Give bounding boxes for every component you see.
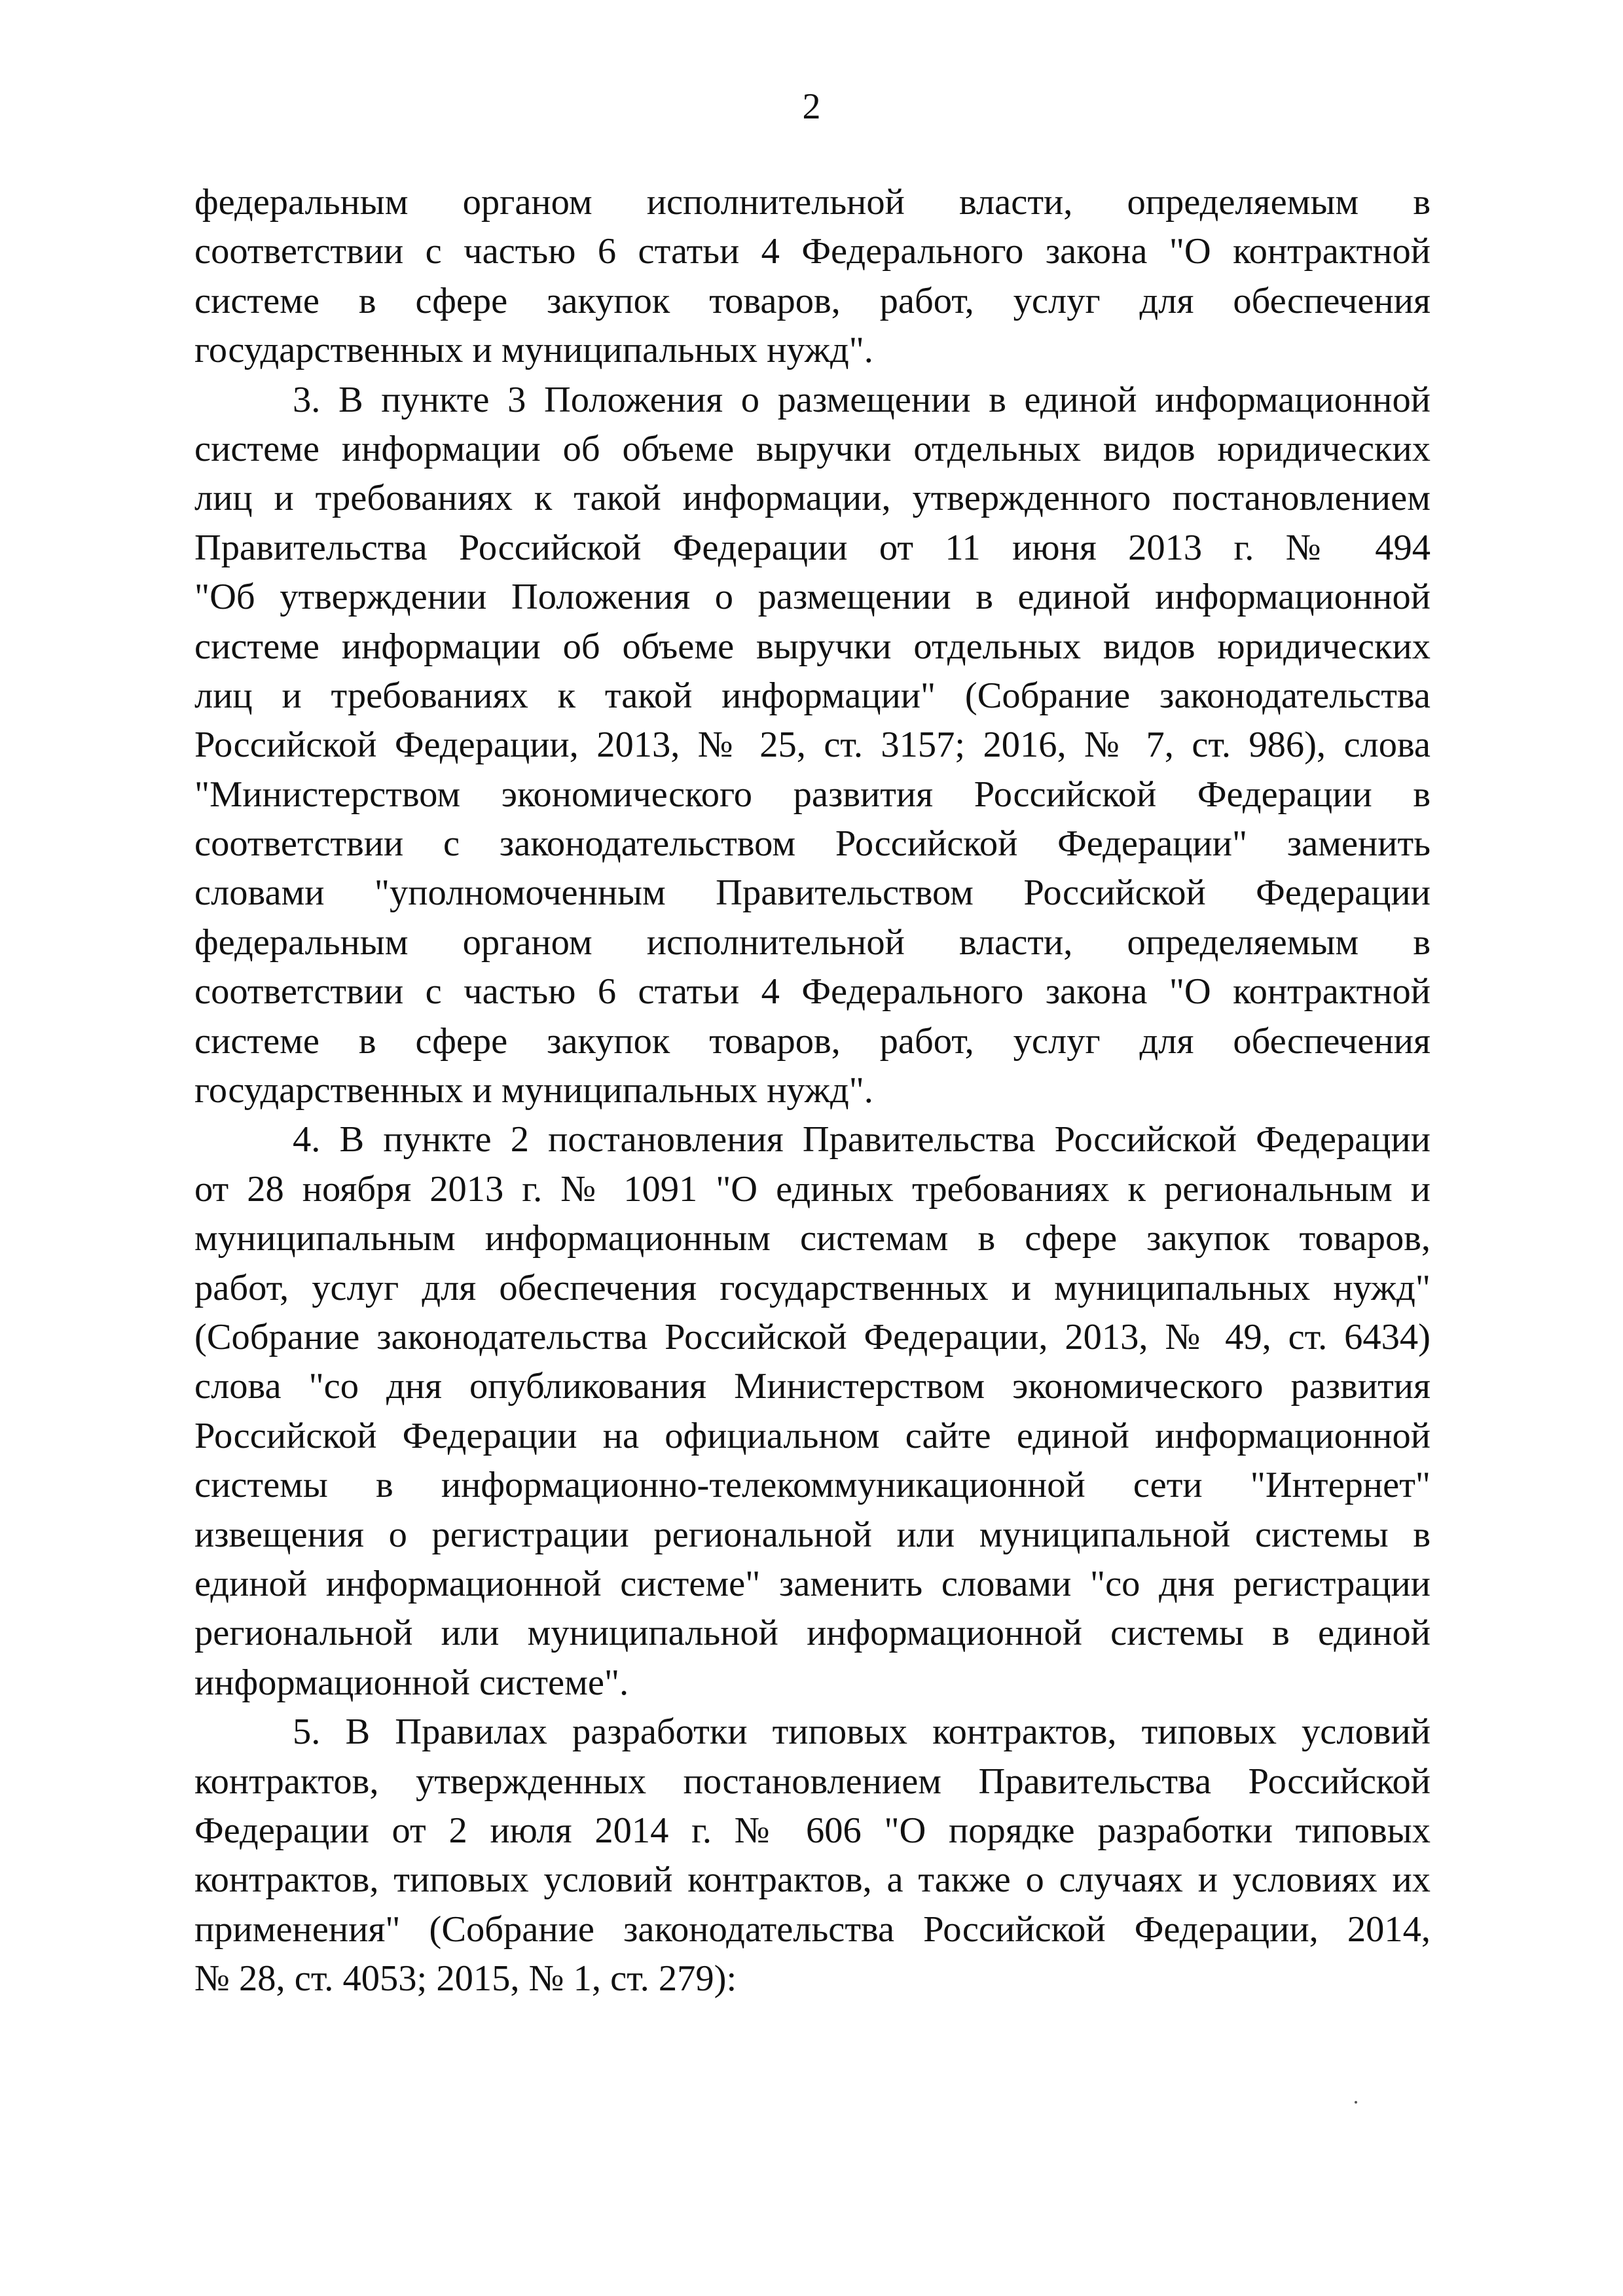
text-line: системе информации об объеме выручки отдельных видов юридических bbox=[194, 626, 1431, 667]
text-line: федеральным органом исполнительной власти, определяемым в bbox=[194, 922, 1431, 963]
text-line: государственных и муниципальных нужд". bbox=[194, 1070, 873, 1111]
text-line: Российской Федерации на официальном сайте единой информационной bbox=[194, 1415, 1431, 1456]
text-line: государственных и муниципальных нужд". bbox=[194, 330, 873, 371]
scan-speck bbox=[1355, 2101, 1357, 2104]
text-line: муниципальным информационным системам в сфере закупок товаров, bbox=[194, 1218, 1431, 1259]
text-line: 4. В пункте 2 постановления Правительства Российской Федерации bbox=[293, 1119, 1431, 1160]
text-line: информационной системе". bbox=[194, 1662, 629, 1703]
text-line: "Об утверждении Положения о размещении в единой информационной bbox=[194, 577, 1431, 618]
text-line: работ, услуг для обеспечения государственных и муниципальных нужд" bbox=[194, 1267, 1431, 1308]
text-line: единой информационной системе" заменить словами "со дня регистрации bbox=[194, 1563, 1431, 1604]
text-line: 3. В пункте 3 Положения о размещении в единой информационной bbox=[293, 379, 1431, 420]
text-line: системе в сфере закупок товаров, работ, услуг для обеспечения bbox=[194, 1020, 1431, 1062]
text-line: соответствии с частью 6 статьи 4 Федерального закона "О контрактной bbox=[194, 231, 1431, 272]
text-line: лиц и требованиях к такой информации" (Собрание законодательства bbox=[194, 675, 1431, 716]
text-line: Федерации от 2 июля 2014 г. № 606 "О порядке разработки типовых bbox=[194, 1810, 1431, 1851]
text-line: 5. В Правилах разработки типовых контрактов, типовых условий bbox=[293, 1712, 1431, 1753]
document-body bbox=[194, 178, 1431, 2003]
text-line: лиц и требованиях к такой информации, утвержденного постановлением bbox=[194, 478, 1431, 519]
text-line: словами "уполномоченным Правительством Российской Федерации bbox=[194, 872, 1431, 914]
text-line: (Собрание законодательства Российской Федерации, 2013, № 49, ст. 6434) bbox=[194, 1316, 1431, 1357]
text-line: "Министерством экономического развития Российской Федерации в bbox=[194, 774, 1431, 815]
text-line: федеральным органом исполнительной власти, определяемым в bbox=[194, 182, 1431, 223]
text-line: региональной или муниципальной информационной системы в единой bbox=[194, 1613, 1431, 1654]
page-number: 2 bbox=[802, 86, 821, 127]
text-line: системе в сфере закупок товаров, работ, услуг для обеспечения bbox=[194, 280, 1431, 321]
text-line: слова "со дня опубликования Министерством экономического развития bbox=[194, 1366, 1431, 1407]
text-line: системе информации об объеме выручки отдельных видов юридических bbox=[194, 428, 1431, 469]
text-line: применения" (Собрание законодательства Российской Федерации, 2014, bbox=[194, 1909, 1431, 1950]
text-line: извещения о регистрации региональной или муниципальной системы в bbox=[194, 1514, 1431, 1555]
text-line: Правительства Российской Федерации от 11 июня 2013 г. № 494 bbox=[194, 527, 1431, 568]
text-line: от 28 ноября 2013 г. № 1091 "О единых требованиях к региональным и bbox=[194, 1168, 1431, 1210]
text-line: системы в информационно-телекоммуникационной сети "Интернет" bbox=[194, 1465, 1431, 1506]
text-line: соответствии с законодательством Российской Федерации" заменить bbox=[194, 823, 1431, 865]
text-line: Российской Федерации, 2013, № 25, ст. 3157; 2016, № 7, ст. 986), слова bbox=[194, 725, 1431, 766]
text-line: контрактов, типовых условий контрактов, а также о случаях и условиях их bbox=[194, 1859, 1431, 1901]
text-line: соответствии с частью 6 статьи 4 Федерального закона "О контрактной bbox=[194, 971, 1431, 1013]
text-line: № 28, ст. 4053; 2015, № 1, ст. 279): bbox=[194, 1958, 737, 2000]
text-line: контрактов, утвержденных постановлением Правительства Российской bbox=[194, 1761, 1431, 1802]
